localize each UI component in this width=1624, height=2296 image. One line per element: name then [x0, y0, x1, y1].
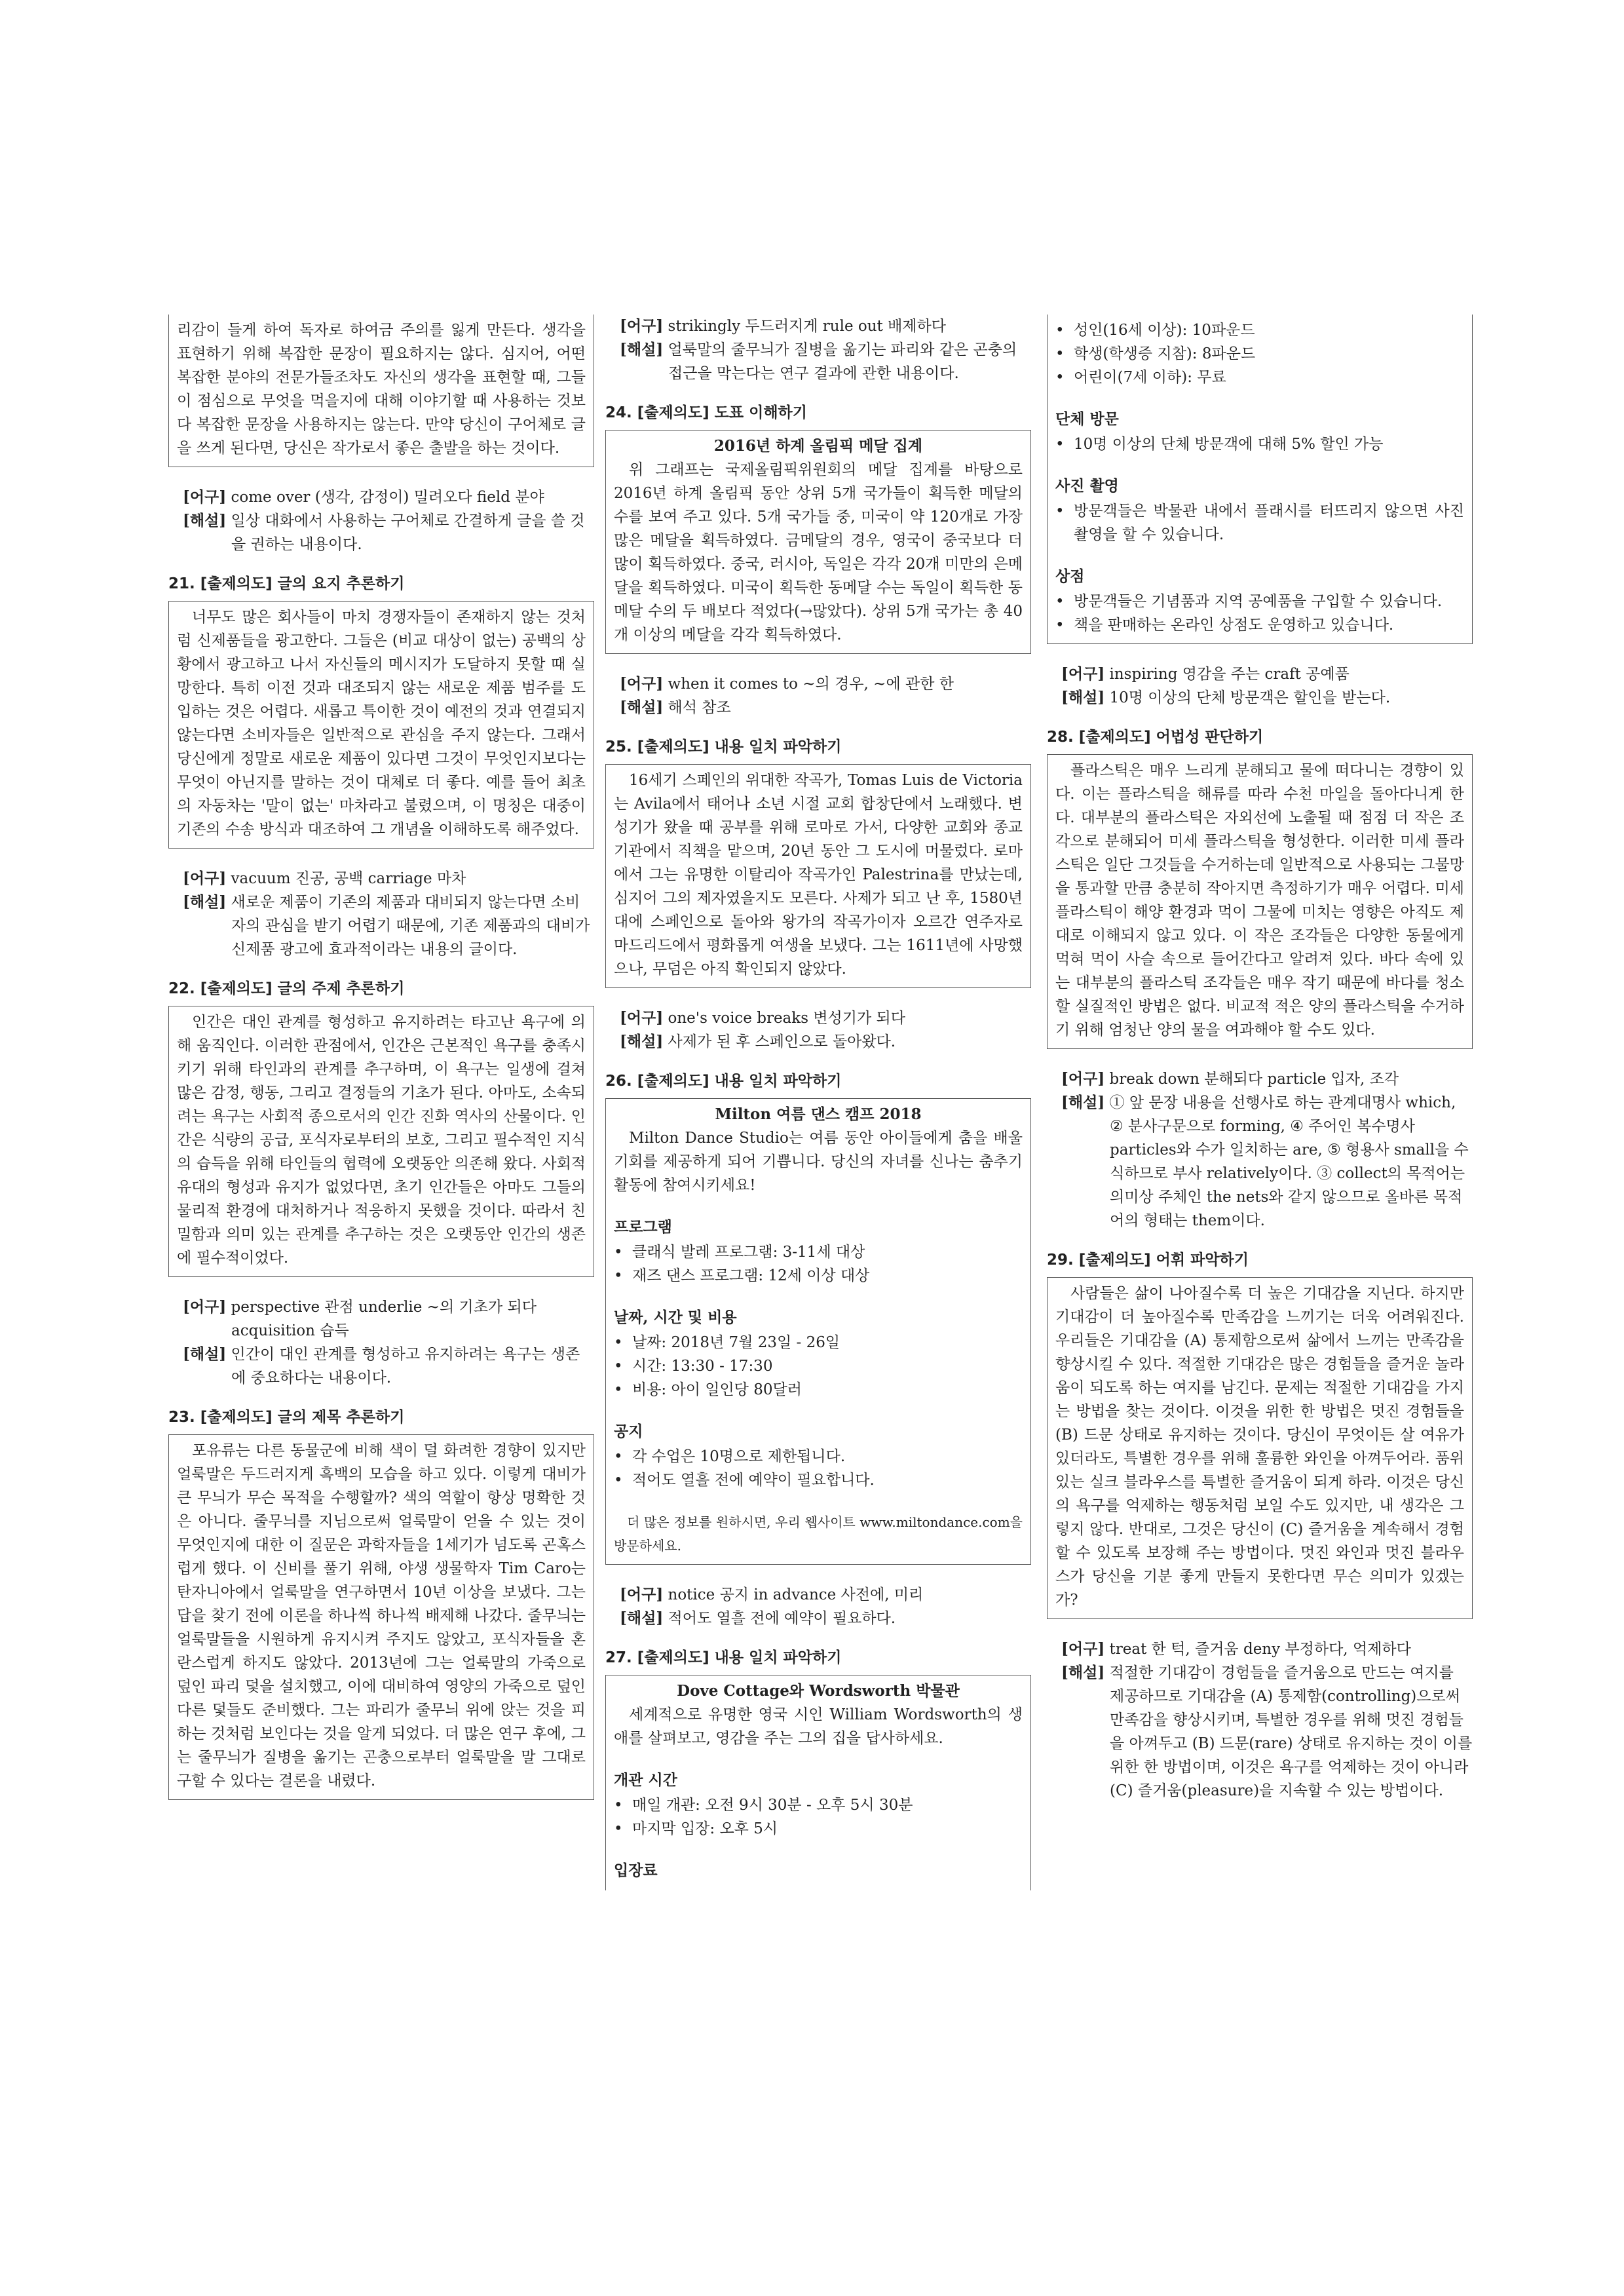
- passage-footer-26: 더 많은 정보를 원하시면, 우리 웹사이트 www.miltondance.com을 방문하세요.: [614, 1514, 1023, 1554]
- passage-intro-26: Milton Dance Studio는 여름 동안 아이들에게 춤을 배울 기회를 제공하게 되어 기쁩니다. 당신의 자녀를 신나는 춤추기 활동에 참여시키세요!: [614, 1130, 1023, 1194]
- vocab-text-26: notice 공지 in advance 사전에, 미리: [668, 1586, 924, 1603]
- section-heading-21: 21. [출제의도] 글의 요지 추론하기: [168, 575, 405, 592]
- passage-box-26: [605, 1098, 1031, 1565]
- photo-list: [1055, 499, 1464, 546]
- explanation-tag: [해설]: [620, 341, 664, 358]
- explanation-tag: [해설]: [620, 698, 664, 716]
- explanation-tag: [해설]: [1061, 1094, 1105, 1111]
- note-29: [1047, 1637, 1473, 1803]
- program-list: [614, 1240, 1023, 1288]
- passage-title-24: 2016년 하계 올림픽 메달 집계: [713, 437, 923, 455]
- list-item: • 방문객들은 기념품과 지역 공예품을 구입할 수 있습니다.: [1055, 590, 1464, 613]
- vocab-text-24: when it comes to ~의 경우, ~에 관한 한: [668, 676, 954, 693]
- explanation-tag: [해설]: [620, 1609, 664, 1627]
- column-middle: [605, 315, 1031, 1890]
- section-heading-24: 24. [출제의도] 도표 이해하기: [605, 404, 807, 421]
- note-25: [605, 1006, 1031, 1054]
- list-item: • 매일 개관: 오전 9시 30분 - 오후 5시 30분: [614, 1793, 1023, 1817]
- note-28: [1047, 1067, 1473, 1233]
- vocab-tag: [어구]: [183, 870, 227, 887]
- list-item: • 성인(16세 이상): 10파운드: [1055, 318, 1464, 342]
- section-heading-27: 27. [출제의도] 내용 일치 파악하기: [605, 1649, 842, 1666]
- passage-text-21: 너무도 많은 회사들이 마치 경쟁자들이 존재하지 않는 것처럼 신제품들을 광고한다. 그들은 (비교 대상이 없는) 공백의 상황에서 광고하고 나서 자신들의 메시지가 도달하지 못할 때 실망한다. 특히 이전 것과 대조되지 않는 새로운 제품 범주를 도입하는 것은 어렵다. 새롭고 특이한 것이 예전의 것과 연결되지 않는다면 소비자들은 일반적으로 관심을 주지 않는다. 그래서 당신에게 정말로 새로운 제품이 있다면 그것이 무엇인지보다는 무엇이 아닌지를 말하는 것이 대체로 더 좋다. 예를 들어 최초의 자동차는 '말이 없는' 마차라고 불렸으며, 이 명칭은 대중이 기존의 수송 방식과 대조하여 그 개념을 이해하도록 해주었다.: [177, 609, 586, 838]
- section-heading-22: 22. [출제의도] 글의 주제 추론하기: [168, 980, 405, 997]
- passage-box-20: [168, 315, 594, 467]
- passage-text-23: 포유류는 다른 동물군에 비해 색이 덜 화려한 경향이 있지만 얼룩말은 두드러지게 흑백의 모습을 하고 있다. 이렇게 대비가 큰 무늬가 무슨 목적을 수행할까? 색의 역할이 항상 명확한 것은 아니다. 줄무늬를 지님으로써 얼룩말이 얻을 수 있는 것이 무엇인지에 대한 이 질문은 과학자들을 1세기가 넘도록 곤혹스럽게 했다. 이 신비를 풀기 위해, 야생 생물학자 Tim Caro는 탄자니아에서 얼룩말을 연구하면서 10년 이상을 보냈다. 그는 답을 찾기 전에 이론을 하나씩 하나씩 배제해 나갔다. 줄무늬는 얼룩말들을 시원하게 유지시켜 주지도 않았고, 포식자들을 혼란스럽게 하지도 않았다. 2013년에 그는 얼룩말의 가죽으로 덮인 파리 덫을 설치했고, 이에 대비하여 영양의 가죽으로 덮인 다른 덫들도 준비했다. 그는 파리가 줄무늬 위에 앉는 것을 피하는 것처럼 보인다는 것을 알게 되었다. 더 많은 연구 후에, 그는 줄무늬가 질병을 옮기는 곤충으로부터 얼룩말을 말 그대로 구할 수 있다는 결론을 내렸다.: [177, 1442, 586, 1789]
- vocab-text-20: come over (생각, 감정이) 밀려오다 field 분야: [231, 489, 544, 506]
- explanation-text-28: ① 앞 문장 내용을 선행사로 하는 관계대명사 which, ② 분사구문으로 forming, ④ 주어인 복수명사 particles와 수가 일치하는 are, ⑤ 형용사 small을 수식하므로 부사 relatively이다. ③ collect의 목적어는 의미상 주체인 the nets와 같지 않으므로 올바른 목적어의 형태는 them이다.: [1109, 1094, 1469, 1229]
- vocab-tag: [어구]: [620, 1009, 664, 1027]
- passage-text-28: 플라스틱은 매우 느리게 분해되고 물에 떠다니는 경향이 있다. 이는 플라스틱을 해류를 따라 수천 마일을 돌아다니게 한다. 대부분의 플라스틱은 자외선에 노출될 때 점점 더 작은 조각으로 분해되어 미세 플라스틱을 형성한다. 이러한 미세 플라스틱은 일단 그것들을 수거하는데 일반적으로 사용되는 그물망을 통과할 만큼 충분히 작아지면 측정하기가 매우 어렵다. 미세 플라스틱이 해양 환경과 먹이 그물에 미치는 영향은 아직도 제대로 이해되지 않고 있다. 이 작은 조각들은 다양한 동물에게 먹혀 먹이 사슬 속으로 들어간다고 알려져 있다. 바다 속에 있는 대부분의 플라스틱 조각들은 매우 작기 때문에 바다를 청소할 실질적인 방법은 없다. 비교적 적은 양의 플라스틱을 수거하기 위해 엄청난 양의 물을 여과해야 할 수도 있다.: [1055, 762, 1464, 1039]
- passage-box-21: [168, 601, 594, 849]
- explanation-text-22: 인간이 대인 관계를 형성하고 유지하려는 욕구는 생존에 중요하다는 내용이다.: [231, 1346, 580, 1387]
- hours-heading: 개관 시간: [614, 1771, 677, 1789]
- section-heading-28: 28. [출제의도] 어법성 판단하기: [1047, 729, 1264, 746]
- explanation-text-25: 사제가 된 후 스페인으로 돌아왔다.: [668, 1033, 896, 1050]
- passage-box-28: [1047, 754, 1473, 1049]
- explanation-text-23: 얼룩말의 줄무늬가 질병을 옮기는 파리와 같은 곤충의 접근을 막는다는 연구 결과에 관한 내용이다.: [668, 341, 1017, 382]
- program-heading: 프로그램: [614, 1218, 672, 1236]
- vocab-tag: [어구]: [183, 488, 227, 506]
- column-left: [168, 315, 594, 1800]
- group-list: [1055, 432, 1464, 456]
- note-26: [605, 1583, 1031, 1630]
- fee-heading: 입장료: [614, 1862, 658, 1879]
- passage-box-23: [168, 1434, 594, 1800]
- passage-text-29: 사람들은 삶이 나아질수록 더 높은 기대감을 지닌다. 하지만 기대감이 더 높아질수록 만족감을 느끼기는 더욱 어려워진다. 우리들은 기대감을 (A) 통제함으로써 삶에서 느끼는 만족감을 향상시킬 수 있다. 적절한 기대감은 많은 경험들을 즐거운 놀라움이 되도록 하는 여지를 남긴다. 문제는 적절한 기대감을 가지는 방법을 찾는 것이다. 이것을 위한 한 방법은 멋진 경험들을 (B) 드문 상태로 유지하는 것이다. 당신이 무엇이든 살 여유가 있더라도, 특별한 경우를 위해 훌륭한 와인을 아껴두어라. 품위 있는 실크 블라우스를 특별한 즐거움이 되게 하라. 이것은 당신의 욕구를 억제하는 행동처럼 보일 수도 있지만, 내 생각은 그렇지 않다. 반대로, 그것은 당신이 (C) 즐거움을 계속해서 경험할 수 있도록 보장해 주는 방법이다. 멋진 와인과 멋진 블라우스가 당신을 기분 좋게 만들지 못한다면 무슨 의미가 있겠는가?: [1055, 1285, 1464, 1609]
- explanation-text-20: 일상 대화에서 사용하는 구어체로 간결하게 글을 쓸 것을 권하는 내용이다.: [231, 512, 585, 553]
- vocab-text-21: vacuum 진공, 공백 carriage 마차: [231, 870, 466, 887]
- section-heading-29: 29. [출제의도] 어휘 파악하기: [1047, 1252, 1249, 1269]
- passage-box-27-cont: [1047, 315, 1473, 644]
- section-heading-25: 25. [출제의도] 내용 일치 파악하기: [605, 738, 842, 756]
- group-heading: 단체 방문: [1055, 410, 1119, 428]
- explanation-text-26: 적어도 열흘 전에 예약이 필요하다.: [668, 1610, 896, 1627]
- list-item: • 각 수업은 10명으로 제한됩니다.: [614, 1445, 1023, 1468]
- list-item: • 마지막 입장: 오후 5시: [614, 1817, 1023, 1841]
- list-item: • 비용: 아이 일인당 80달러: [614, 1378, 1023, 1402]
- note-23: [605, 315, 1031, 385]
- vocab-text-28: break down 분해되다 particle 입자, 조각: [1109, 1071, 1399, 1088]
- note-24: [605, 672, 1031, 719]
- vocab-tag: [어구]: [620, 1586, 664, 1603]
- explanation-tag: [해설]: [183, 893, 227, 911]
- photo-heading: 사진 촬영: [1055, 477, 1119, 495]
- list-item: • 학생(학생증 지참): 8파운드: [1055, 342, 1464, 366]
- list-item: • 날짜: 2018년 7월 23일 - 26일: [614, 1331, 1023, 1354]
- explanation-text-21: 새로운 제품이 기존의 제품과 대비되지 않는다면 소비자의 관심을 받기 어렵기 때문에, 기존 제품과의 대비가 신제품 광고에 효과적이라는 내용의 글이다.: [231, 894, 590, 958]
- note-27: [1047, 662, 1473, 710]
- explanation-text-24: 해석 참조: [668, 699, 731, 716]
- list-item: • 방문객들은 박물관 내에서 플래시를 터뜨리지 않으면 사진 촬영을 할 수 있습니다.: [1055, 499, 1464, 546]
- list-item: • 재즈 댄스 프로그램: 12세 이상 대상: [614, 1264, 1023, 1288]
- list-item: • 책을 판매하는 온라인 상점도 운영하고 있습니다.: [1055, 613, 1464, 637]
- passage-title-27: Dove Cottage와 Wordsworth 박물관: [677, 1682, 960, 1700]
- list-item: • 시간: 13:30 - 17:30: [614, 1354, 1023, 1378]
- vocab-tag: [어구]: [620, 675, 664, 693]
- passage-box-25: [605, 764, 1031, 988]
- fee-list: [1055, 318, 1464, 389]
- list-item: • 적어도 열흘 전에 예약이 필요합니다.: [614, 1468, 1023, 1492]
- notice-heading: 공지: [614, 1423, 643, 1440]
- date-heading: 날짜, 시간 및 비용: [614, 1309, 737, 1326]
- explanation-text-29: 적절한 기대감이 경험들을 즐거움으로 만드는 여지를 제공하므로 기대감을 (A) 통제함(controlling)으로써 만족감을 향상시키며, 특별한 경우를 위해 멋진 경험들을 아껴두고 (B) 드문(rare) 상태로 유지하는 것이 이를 위한 한 방법이며, 이것은 욕구를 억제하는 것이 아니라 (C) 즐거움(pleasure)을 지속할 수 있는 방법이다.: [1109, 1664, 1473, 1799]
- vocab-text-25: one's voice breaks 변성기가 되다: [668, 1010, 905, 1027]
- date-list: [614, 1331, 1023, 1402]
- vocab-tag: [어구]: [1061, 1070, 1105, 1088]
- passage-box-29: [1047, 1277, 1473, 1619]
- list-item: • 어린이(7세 이하): 무료: [1055, 366, 1464, 389]
- hours-list: [614, 1793, 1023, 1841]
- passage-text-20: 리감이 들게 하여 독자로 하여금 주의를 잃게 만든다. 생각을 표현하기 위해 복잡한 문장이 필요하지는 않다. 심지어, 어떤 복잡한 분야의 전문가들조차도 자신의 생각을 표현할 때, 그들이 점심으로 무엇을 먹을지에 대해 이야기할 때 사용하는 것보다 복잡한 문장을 사용하지는 않는다. 만약 당신이 구어체로 글을 쓰게 된다면, 당신은 작가로서 좋은 출발을 하는 것이다.: [177, 322, 586, 457]
- section-heading-26: 26. [출제의도] 내용 일치 파악하기: [605, 1073, 842, 1090]
- column-right: [1047, 315, 1473, 1803]
- passage-text-24: 위 그래프는 국제올림픽위원회의 메달 집계를 바탕으로 2016년 하계 올림픽 동안 상위 5개 국가들이 획득한 메달의 수를 보여 주고 있다. 5개 국가들 중, 미국이 약 120개로 가장 많은 메달을 획득하였다. 금메달의 경우, 영국이 중국보다 더 많이 획득하였다. 중국, 러시아, 독일은 각각 20개 미만의 은메달을 획득하였다. 미국이 획득한 동메달 수는 독일이 획득한 동메달 수의 두 배보다 적었다(→많았다). 상위 5개 국가는 총 40개 이상의 메달을 각각 획득하였다.: [614, 461, 1023, 643]
- list-item: • 클래식 발레 프로그램: 3-11세 대상: [614, 1240, 1023, 1264]
- vocab-tag: [어구]: [1061, 665, 1105, 683]
- shop-heading: 상점: [1055, 567, 1085, 585]
- explanation-tag: [해설]: [1061, 1664, 1105, 1681]
- passage-text-22: 인간은 대인 관계를 형성하고 유지하려는 타고난 욕구에 의해 움직인다. 이러한 관점에서, 인간은 근본적인 욕구를 충족시키기 위해 타인과의 관계를 추구하며, 이 욕구는 일생에 걸쳐 많은 감정, 행동, 그리고 결정들의 기초가 된다. 아마도, 소속되려는 욕구는 사회적 종으로서의 인간 진화 역사의 산물이다. 인간은 식량의 공급, 포식자로부터의 보호, 그리고 필수적인 지식의 습득을 위해 타인들의 협력에 오랫동안 의존해 왔다. 사회적 유대의 형성과 유지가 없었다면, 초기 인간들은 아마도 그들의 물리적 환경에 대처하거나 적응하지 못했을 것이다. 따라서 친밀함과 의미 있는 관계를 추구하는 것은 오랫동안 인간의 생존에 필수적이었다.: [177, 1014, 586, 1267]
- vocab-text-23: strikingly 두드러지게 rule out 배제하다: [668, 318, 946, 335]
- vocab-tag: [어구]: [183, 1298, 227, 1316]
- list-item: • 10명 이상의 단체 방문객에 대해 5% 할인 가능: [1055, 432, 1464, 456]
- explanation-tag: [해설]: [1061, 689, 1105, 706]
- passage-text-25: 16세기 스페인의 위대한 작곡가, Tomas Luis de Victoria는 Avila에서 태어나 소년 시절 교회 합창단에서 노래했다. 변성기가 왔을 때 공부를 위해 로마로 가서, 다양한 교회와 종교 기관에서 직책을 맡으며, 20년 동안 그 도시에 머물렀다. 로마에서 그는 유명한 이탈리아 작곡가인 Palestrina를 만났는데, 심지어 그의 제자였을지도 모른다. 사제가 되고 난 후, 1580년대에 스페인으로 돌아와 왕가의 작곡가이자 오르간 연주자로 마드리드에서 평화롭게 여생을 보냈다. 그는 1611년에 사망했으나, 무덤은 아직 확인되지 않았다.: [614, 772, 1023, 978]
- passage-box-27: [605, 1675, 1031, 1890]
- explanation-text-27: 10명 이상의 단체 방문객은 할인을 받는다.: [1109, 689, 1391, 706]
- notice-list: [614, 1445, 1023, 1492]
- vocab-text-27: inspiring 영감을 주는 craft 공예품: [1109, 666, 1350, 683]
- explanation-tag: [해설]: [620, 1033, 664, 1050]
- vocab-text-22: perspective 관점 underlie ~의 기초가 되다 acquisition 습득: [231, 1299, 537, 1339]
- note-22: [168, 1295, 594, 1390]
- passage-intro-27: 세계적으로 유명한 영국 시인 William Wordsworth의 생애를 살펴보고, 영감을 주는 그의 집을 답사하세요.: [614, 1706, 1023, 1747]
- passage-title-26: Milton 여름 댄스 캠프 2018: [715, 1105, 922, 1123]
- explanation-tag: [해설]: [183, 1345, 227, 1363]
- explanation-tag: [해설]: [183, 512, 227, 529]
- passage-box-24: [605, 430, 1031, 654]
- vocab-tag: [어구]: [620, 317, 664, 335]
- section-heading-23: 23. [출제의도] 글의 제목 추론하기: [168, 1409, 405, 1426]
- passage-box-22: [168, 1006, 594, 1277]
- vocab-tag: [어구]: [1061, 1640, 1105, 1658]
- vocab-text-29: treat 한 턱, 즐거움 deny 부정하다, 억제하다: [1109, 1641, 1411, 1658]
- note-21: [168, 867, 594, 961]
- note-20: [168, 486, 594, 556]
- shop-list: [1055, 590, 1464, 637]
